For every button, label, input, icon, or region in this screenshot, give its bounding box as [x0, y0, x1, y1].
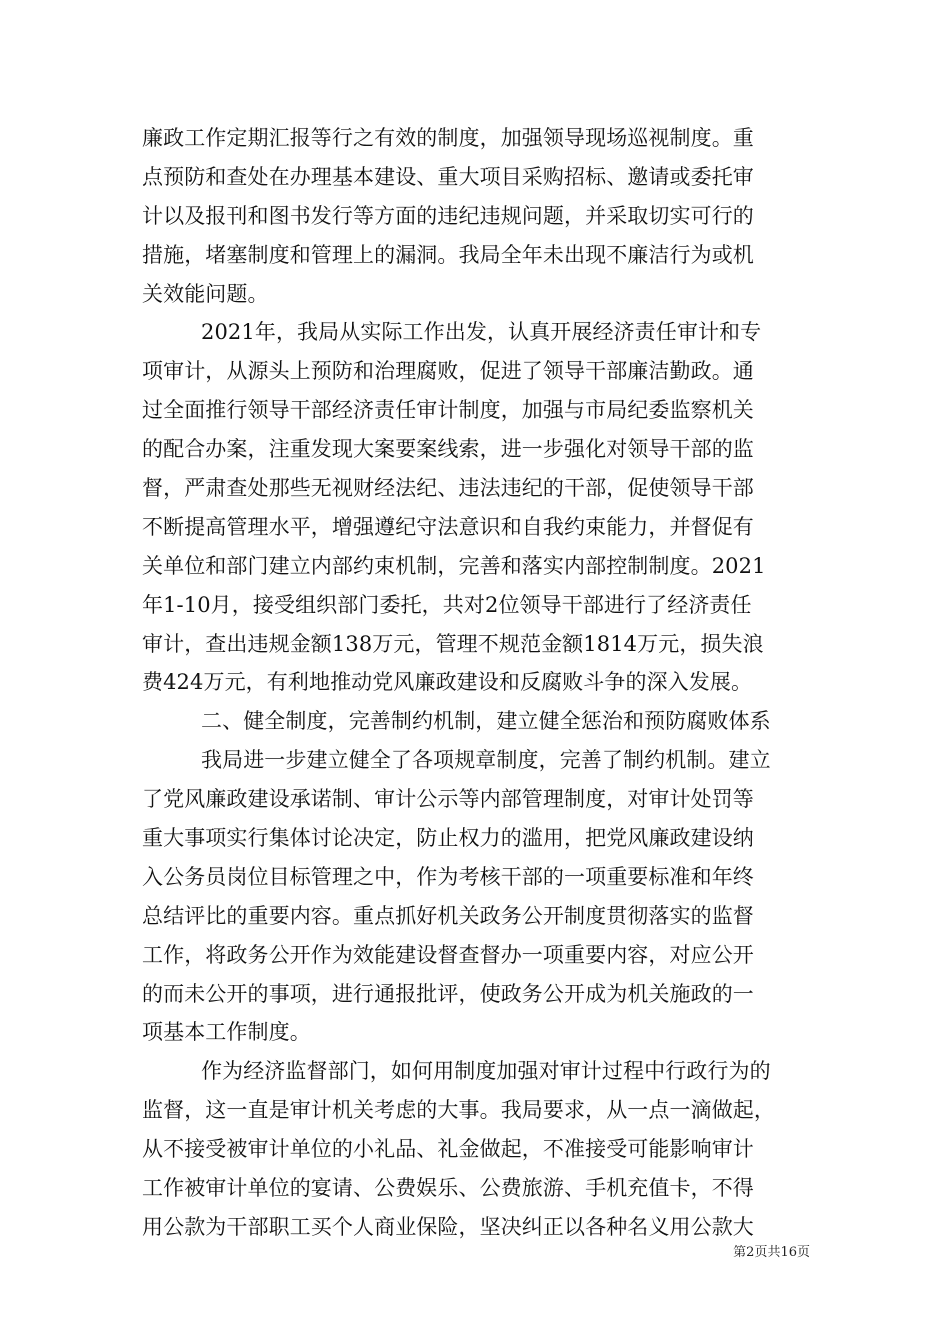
text-line: 不断提高管理水平，增强遵纪守法意识和自我约束能力，并督促有 [142, 514, 754, 539]
text-line: 计以及报刊和图书发行等方面的违纪违规问题，并采取切实可行的 [142, 203, 754, 228]
document-body [142, 119, 808, 1247]
text-line: 措施，堵塞制度和管理上的漏洞。我局全年未出现不廉洁行为或机 [142, 242, 754, 267]
text-line: 重大事项实行集体讨论决定，防止权力的滥用，把党风廉政建设纳 [142, 826, 754, 851]
text-line: 的配合办案，注重发现大案要案线索，进一步强化对领导干部的监 [142, 437, 754, 462]
text-line: 审计，查出违规金额138万元，管理不规范金额1814万元，损失浪 [142, 631, 764, 656]
text-line: 关效能问题。 [142, 281, 269, 306]
text-line: 用公款为干部职工买个人商业保险，坚决纠正以各种名义用公款大 [142, 1214, 754, 1239]
text-line: 廉政工作定期汇报等行之有效的制度，加强领导现场巡视制度。重 [142, 126, 754, 150]
text-line: 工作，将政务公开作为效能建设督查督办一项重要内容，对应公开 [142, 942, 754, 967]
text-line: 总结评比的重要内容。重点抓好机关政务公开制度贯彻落实的监督 [142, 903, 754, 928]
page-number: 第2页共16页 [733, 1245, 810, 1260]
text-line: 从不接受被审计单位的小礼品、礼金做起，不准接受可能影响审计 [142, 1137, 754, 1162]
text-line: 2021年，我局从实际工作出发，认真开展经济责任审计和专 [201, 320, 762, 345]
text-line: 项基本工作制度。 [142, 1020, 311, 1045]
text-line: 过全面推行领导干部经济责任审计制度，加强与市局纪委监察机关 [142, 398, 754, 423]
text-line: 作为经济监督部门，如何用制度加强对审计过程中行政行为的 [201, 1059, 771, 1084]
text-line: 项审计，从源头上预防和治理腐败，促进了领导干部廉洁勤政。通 [142, 359, 754, 384]
text-line: 了党风廉政建设承诺制、审计公示等内部管理制度，对审计处罚等 [142, 787, 754, 812]
text-line: 点预防和查处在办理基本建设、重大项目采购招标、邀请或委托审 [142, 164, 754, 189]
text-line: 我局进一步建立健全了各项规章制度，完善了制约机制。建立 [201, 748, 771, 773]
text-line: 关单位和部门建立内部约束机制，完善和落实内部控制制度。2021 [142, 553, 766, 578]
text-line: 费424万元，有利地推动党风廉政建设和反腐败斗争的深入发展。 [142, 670, 753, 695]
text-line: 工作被审计单位的宴请、公费娱乐、公费旅游、手机充值卡，不得 [142, 1176, 754, 1201]
text-line: 年1-10月，接受组织部门委托，共对2位领导干部进行了经济责任 [142, 592, 752, 617]
text-line: 的而未公开的事项，进行通报批评，使政务公开成为机关施政的一 [142, 981, 754, 1006]
text-line: 监督，这一直是审计机关考虑的大事。我局要求，从一点一滴做起， [142, 1098, 775, 1123]
text-line: 二、健全制度，完善制约机制，建立健全惩治和预防腐败体系 [201, 709, 771, 734]
text-line: 入公务员岗位目标管理之中，作为考核干部的一项重要标准和年终 [142, 864, 754, 889]
text-line: 督，严肃查处那些无视财经法纪、违法违纪的干部，促使领导干部 [142, 476, 754, 501]
